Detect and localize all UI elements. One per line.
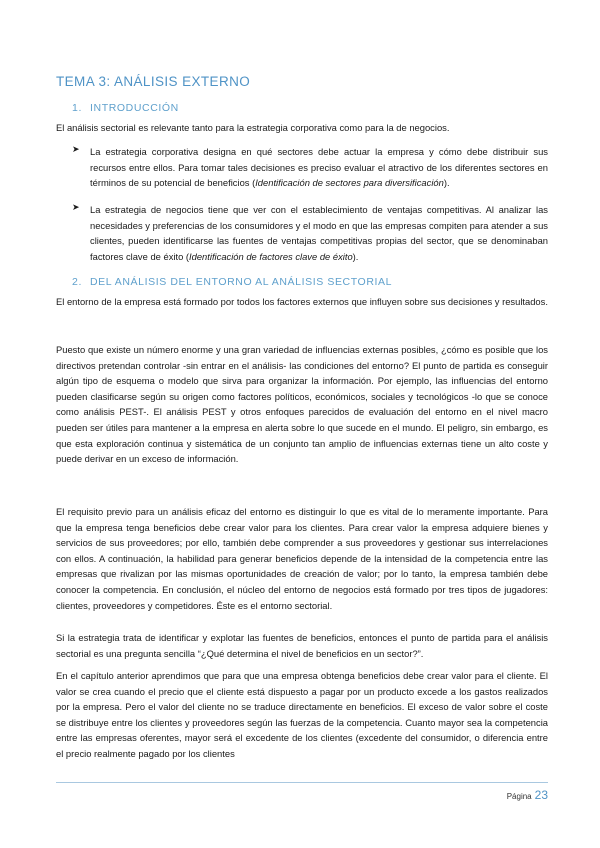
- section-1-title: INTRODUCCIÓN: [90, 102, 179, 114]
- bullet-body: La estrategia de negocios tiene que ver con el establecimiento de ventajas competitivas. Al analizar las necesidades y preferencias de los consumidores y el modo en que las empresas compiten para atender a sus clientes, pueden identificarse las fuentes de ventajas competitivas propias del sector, que se denominaban factores clave de éxito (: [90, 204, 548, 262]
- arrow-bullet-icon: ➤: [72, 144, 80, 154]
- paragraph: En el capítulo anterior aprendimos que para que una empresa obtenga beneficios debe crear valor para el cliente. El valor se crea cuando el precio que el cliente está dispuesto a pagar por un producto excede a los gastos realizados por la empresa. Pero el valor del cliente no se traduce directamente en beneficios. El exceso de valor sobre el coste se distribuye entre los clientes y proveedores según las fuerzas de la competencia. Cuanto mayor sea la competencia entre las empresas oferentes, mayor será el excedente de los clientes (excedente del consumidor, o diferencia entre el precio realmente pagado por los clientes: [56, 670, 548, 759]
- section-2-heading: [72, 276, 392, 288]
- bullet-text: [90, 202, 548, 264]
- page-label: Página: [506, 792, 532, 801]
- paragraph: El requisito previo para un análisis eficaz del entorno es distinguir lo que es vital de lo meramente importante. Para que la empresa tenga beneficios debe crear valor para los clientes. Para crear valor la empresa adquiere bienes y servicios de sus proveedores; por ello, también debe comprender a sus proveedores y gestionar sus interrelaciones con ellos. A continuación, la habilidad para generar beneficios depende de la intensidad de la competencia entre las empresas que rivalizan por las mismas oportunidades de creación de valor; por lo tanto, la empresa también debe conocer la competencia. En conclusión, el núcleo del entorno de negocios está formado por tres tipos de jugadores: clientes, proveedores y competidores. Éste es el entorno sectorial.: [56, 506, 548, 611]
- footer-divider: [56, 782, 548, 783]
- bullet-body: La estrategia corporativa designa en qué sectores debe actuar la empresa y cómo debe distribuir sus recursos entre ellos. Para tomar tales decisiones es preciso evaluar el atractivo de los diferentes sectores en términos de su potencial de beneficios (: [90, 146, 548, 189]
- bullet-tail: ).: [443, 177, 450, 189]
- page-title: TEMA 3: ANÁLISIS EXTERNO: [56, 74, 251, 89]
- section-1-number: 1.: [72, 102, 82, 114]
- section-2-title: DEL ANÁLISIS DEL ENTORNO AL ANÁLISIS SECTORIAL: [90, 276, 393, 288]
- page-number-value: 23: [534, 788, 548, 802]
- section-2-number: 2.: [72, 276, 82, 288]
- section-1-heading: [72, 102, 179, 114]
- page-number: [507, 788, 548, 802]
- paragraph: El entorno de la empresa está formado por todos los factores externos que influyen sobre sus decisiones y resultados.: [56, 296, 548, 307]
- bullet-italic: Identificación de factores clave de éxito: [189, 250, 353, 262]
- bullet-text: [90, 144, 548, 191]
- paragraph: Si la estrategia trata de identificar y explotar las fuentes de beneficios, entonces el punto de partida para el análisis sectorial es una pregunta sencilla “¿Qué determina el nivel de beneficios en un sector?”.: [56, 632, 548, 659]
- arrow-bullet-icon: ➤: [72, 202, 80, 212]
- bullet-tail: ).: [352, 250, 359, 262]
- paragraph: Puesto que existe un número enorme y una gran variedad de influencias externas posibles, ¿cómo es posible que los directivos pretendan controlar -sin entrar en el análisis- las condiciones del entorno? El punto de partida es conseguir algún tipo de esquema o modelo que sirva para organizar la información. Por ejemplo, las influencias del entorno pueden clasificarse según su origen como factores políticos, económicos, sociales y tecnológicos -lo que se conoce como análisis PEST-. El análisis PEST y otros enfoques parecidos de evaluación del entorno en el nivel macro pueden ser útiles para mantener a la empresa en alerta sobre lo que sucede en el mundo. El peligro, sin embargo, es que esta exploración continua y sistemática de un conjunto tan amplio de influencias externas tiene un alto coste y puede derivar en un exceso de información.: [56, 344, 548, 465]
- bullet-italic: Identificación de sectores para diversificación: [255, 177, 444, 189]
- section-1-intro: El análisis sectorial es relevante tanto para la estrategia corporativa como para la de negocios.: [56, 122, 450, 133]
